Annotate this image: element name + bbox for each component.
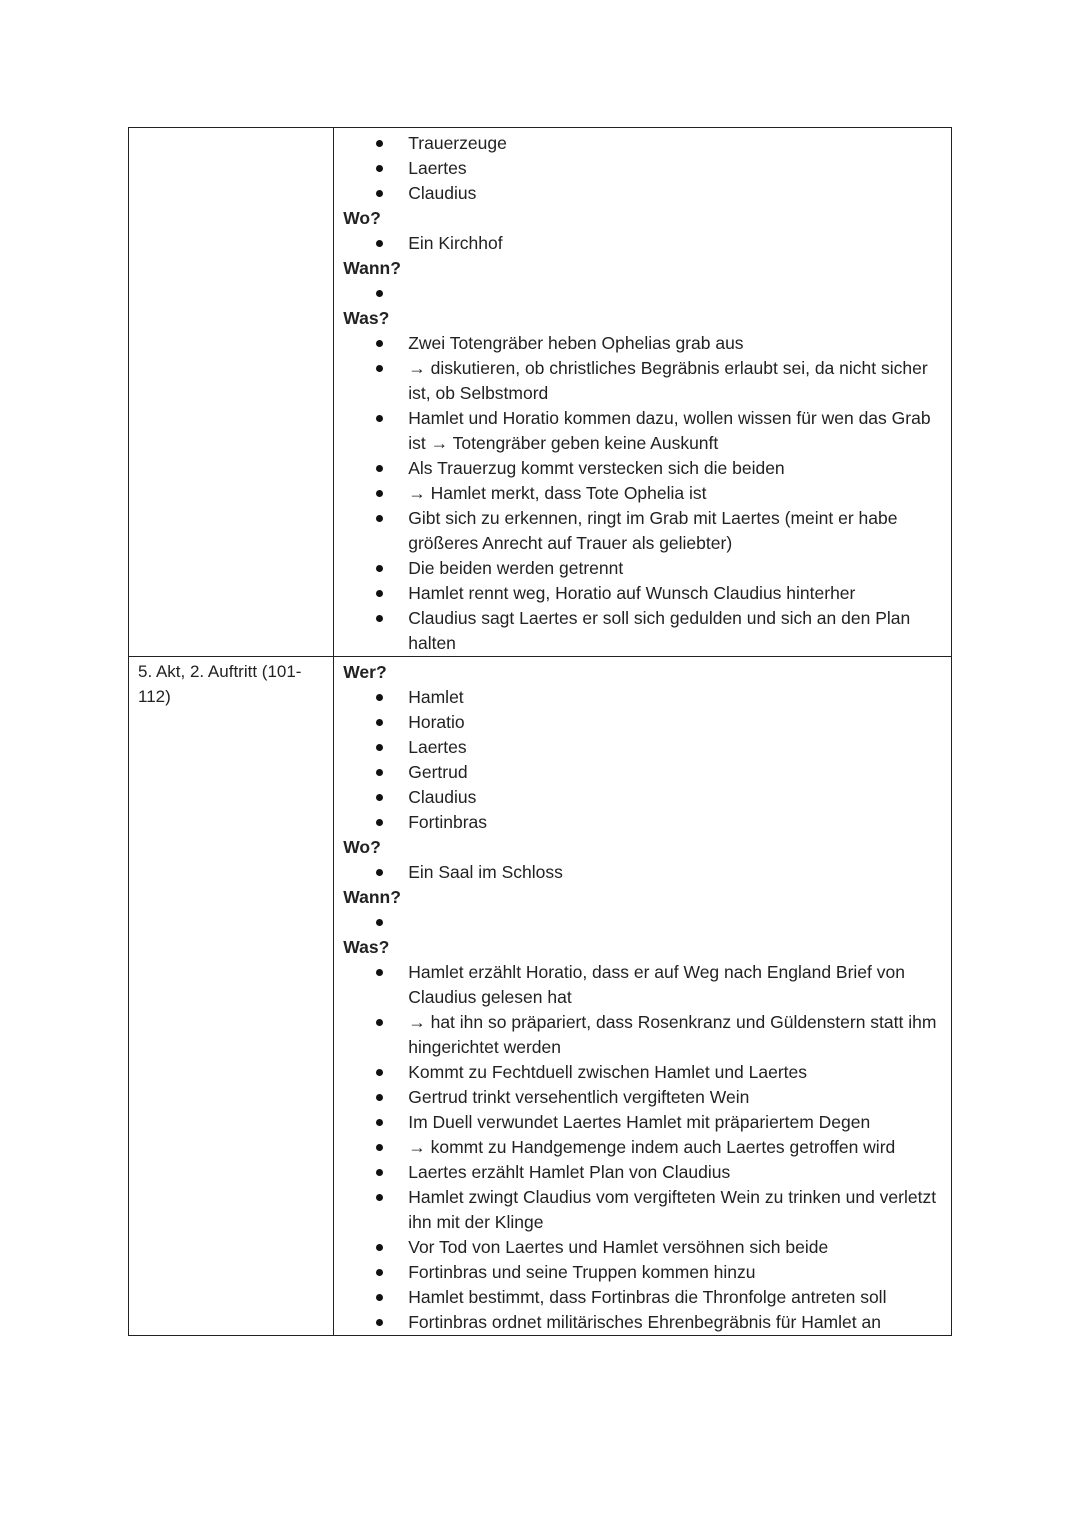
list-item: Laertes: [343, 735, 943, 760]
list-item: [343, 910, 943, 935]
list-item: Als Trauerzug kommt verstecken sich die beiden: [343, 456, 943, 481]
list-item: Laertes: [343, 156, 943, 181]
list-item: Gibt sich zu erkennen, ringt im Grab mit Laertes (meint er habe größeres Anrecht auf Trauer als geliebter): [343, 506, 943, 556]
list-item: Trauerzeuge: [343, 131, 943, 156]
scene-cell: [129, 128, 334, 657]
where-heading: Wo?: [343, 208, 381, 228]
what-heading: Was?: [343, 308, 390, 328]
list-item: [343, 281, 943, 306]
list-item: → Hamlet merkt, dass Tote Ophelia ist: [343, 481, 943, 506]
details-cell: [334, 657, 952, 1336]
list-item: Kommt zu Fechtduell zwischen Hamlet und Laertes: [343, 1060, 943, 1085]
list-item: Gertrud: [343, 760, 943, 785]
list-item: Zwei Totengräber heben Ophelias grab aus: [343, 331, 943, 356]
list-item: → kommt zu Handgemenge indem auch Laertes getroffen wird: [343, 1135, 943, 1160]
scene-cell: [129, 657, 334, 1336]
list-item: Horatio: [343, 710, 943, 735]
list-item: Hamlet rennt weg, Horatio auf Wunsch Claudius hinterher: [343, 581, 943, 606]
list-item: Hamlet erzählt Horatio, dass er auf Weg nach England Brief von Claudius gelesen hat: [343, 960, 943, 1010]
list-item: Fortinbras: [343, 810, 943, 835]
what-heading: Was?: [343, 937, 390, 957]
list-item: Hamlet bestimmt, dass Fortinbras die Thronfolge antreten soll: [343, 1285, 943, 1310]
list-item: Vor Tod von Laertes und Hamlet versöhnen sich beide: [343, 1235, 943, 1260]
when-list: [343, 910, 943, 935]
table-row: [129, 128, 952, 657]
list-item: Fortinbras ordnet militärisches Ehrenbegräbnis für Hamlet an: [343, 1310, 943, 1335]
list-item: Laertes erzählt Hamlet Plan von Claudius: [343, 1160, 943, 1185]
list-item: Hamlet: [343, 685, 943, 710]
list-item: Hamlet und Horatio kommen dazu, wollen wissen für wen das Grab ist → Totengräber geben keine Auskunft: [343, 406, 943, 456]
list-item: Claudius sagt Laertes er soll sich gedulden und sich an den Plan halten: [343, 606, 943, 656]
list-item: → diskutieren, ob christliches Begräbnis erlaubt sei, da nicht sicher ist, ob Selbstmord: [343, 356, 943, 406]
where-list: [343, 231, 943, 256]
who-list: [343, 131, 943, 206]
list-item: Gertrud trinkt versehentlich vergifteten Wein: [343, 1085, 943, 1110]
scene-summary-table: [128, 127, 952, 1336]
where-list: [343, 860, 943, 885]
list-item: Claudius: [343, 181, 943, 206]
scene-label: [129, 128, 333, 130]
list-item: Im Duell verwundet Laertes Hamlet mit präpariertem Degen: [343, 1110, 943, 1135]
list-item: Fortinbras und seine Truppen kommen hinzu: [343, 1260, 943, 1285]
when-list: [343, 281, 943, 306]
list-item: Ein Kirchhof: [343, 231, 943, 256]
when-heading: Wann?: [343, 887, 401, 907]
list-item: Ein Saal im Schloss: [343, 860, 943, 885]
who-list: [343, 685, 943, 835]
who-heading: Wer?: [343, 662, 387, 682]
list-item: Die beiden werden getrennt: [343, 556, 943, 581]
when-heading: Wann?: [343, 258, 401, 278]
list-item: → hat ihn so präpariert, dass Rosenkranz und Güldenstern statt ihm hingerichtet werden: [343, 1010, 943, 1060]
where-heading: Wo?: [343, 837, 381, 857]
scene-label: 5. Akt, 2. Auftritt (101-112): [138, 662, 302, 706]
what-list: [343, 331, 943, 656]
table-row: [129, 657, 952, 1336]
list-item: Hamlet zwingt Claudius vom vergifteten Wein zu trinken und verletzt ihn mit der Klinge: [343, 1185, 943, 1235]
details-cell: [334, 128, 952, 657]
what-list: [343, 960, 943, 1335]
list-item: Claudius: [343, 785, 943, 810]
